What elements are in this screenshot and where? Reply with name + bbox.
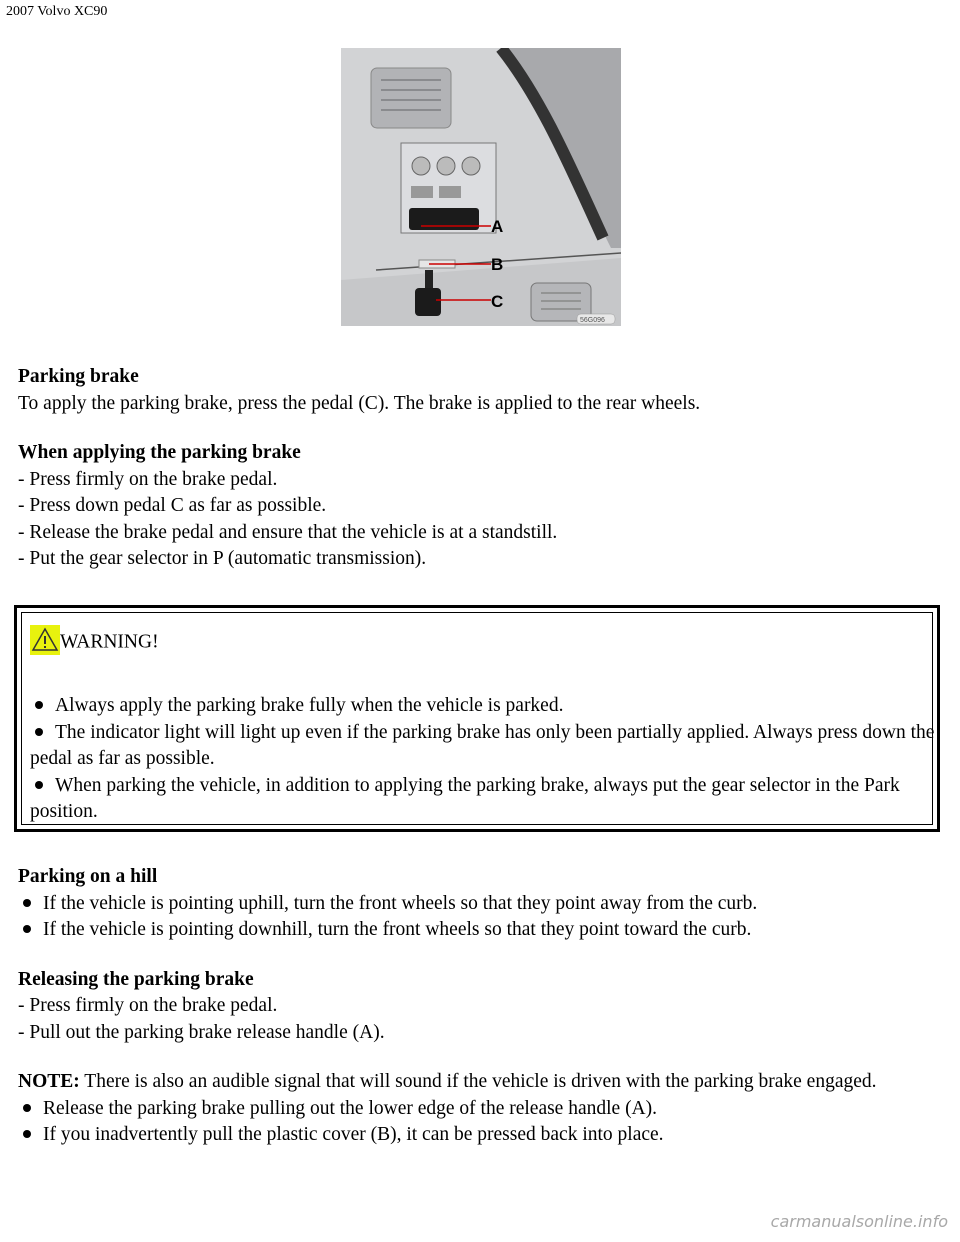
- section-applying: [18, 440, 948, 573]
- figure-label-c: C: [491, 292, 504, 311]
- section-releasing: [18, 967, 948, 1047]
- watermark: carmanualsonline.info: [770, 1212, 948, 1231]
- warning-item: The indicator light will light up even if the parking brake has only been partially applied. Always press down the pedal as far as possible.: [30, 721, 935, 769]
- warning-title: [30, 625, 159, 661]
- heading-releasing: Releasing the parking brake: [18, 968, 254, 990]
- figure-label-b: B: [491, 255, 504, 274]
- heading-applying: When applying the parking brake: [18, 442, 301, 463]
- applying-step: - Press down pedal C as far as possible.: [18, 495, 327, 516]
- applying-step: - Release the brake pedal and ensure that the vehicle is at a standstill.: [18, 521, 558, 543]
- parking-brake-illustration: [341, 48, 621, 326]
- page-header-title: 2007 Volvo XC90: [6, 4, 108, 19]
- hill-item: If the vehicle is pointing uphill, turn the front wheels so that they point away from the curb.: [18, 891, 948, 918]
- warning-box: [14, 605, 940, 832]
- figure-label-a: A: [491, 217, 504, 236]
- heading-parking-brake: Parking brake: [18, 366, 139, 387]
- section-hill: [18, 864, 948, 944]
- section-parking-brake: [18, 364, 948, 417]
- note-item: Release the parking brake pulling out the lower edge of the release handle (A).: [18, 1096, 948, 1123]
- releasing-step: - Pull out the parking brake release handle (A).: [18, 1021, 385, 1043]
- lower-content: [18, 864, 948, 1149]
- warning-title-text: WARNING!: [60, 631, 159, 653]
- releasing-step: - Press firmly on the brake pedal.: [18, 995, 278, 1016]
- note-label: NOTE:: [18, 1071, 80, 1092]
- warning-list: [30, 693, 935, 826]
- section-note: [18, 1069, 948, 1149]
- main-content: [18, 364, 948, 573]
- warning-item: Always apply the parking brake fully when the vehicle is parked.: [30, 693, 935, 720]
- warning-item: When parking the vehicle, in addition to applying the parking brake, always put the gear selector in the Park position.: [30, 774, 900, 822]
- note-item: If you inadvertently pull the plastic cover (B), it can be pressed back into place.: [18, 1122, 948, 1149]
- dashboard-diagram: [341, 48, 621, 326]
- note-body: There is also an audible signal that will sound if the vehicle is driven with the parking brake engaged.: [79, 1071, 877, 1092]
- applying-step: - Press firmly on the brake pedal.: [18, 468, 278, 490]
- warning-icon: [30, 625, 60, 661]
- hill-item: If the vehicle is pointing downhill, turn the front wheels so that they point toward the curb.: [18, 917, 948, 944]
- figure-code: 56G096: [580, 317, 605, 324]
- heading-hill: Parking on a hill: [18, 866, 158, 887]
- applying-step: - Put the gear selector in P (automatic transmission).: [18, 548, 427, 569]
- note-text: [18, 1069, 948, 1096]
- parking-brake-text: To apply the parking brake, press the pedal (C). The brake is applied to the rear wheels.: [18, 392, 701, 414]
